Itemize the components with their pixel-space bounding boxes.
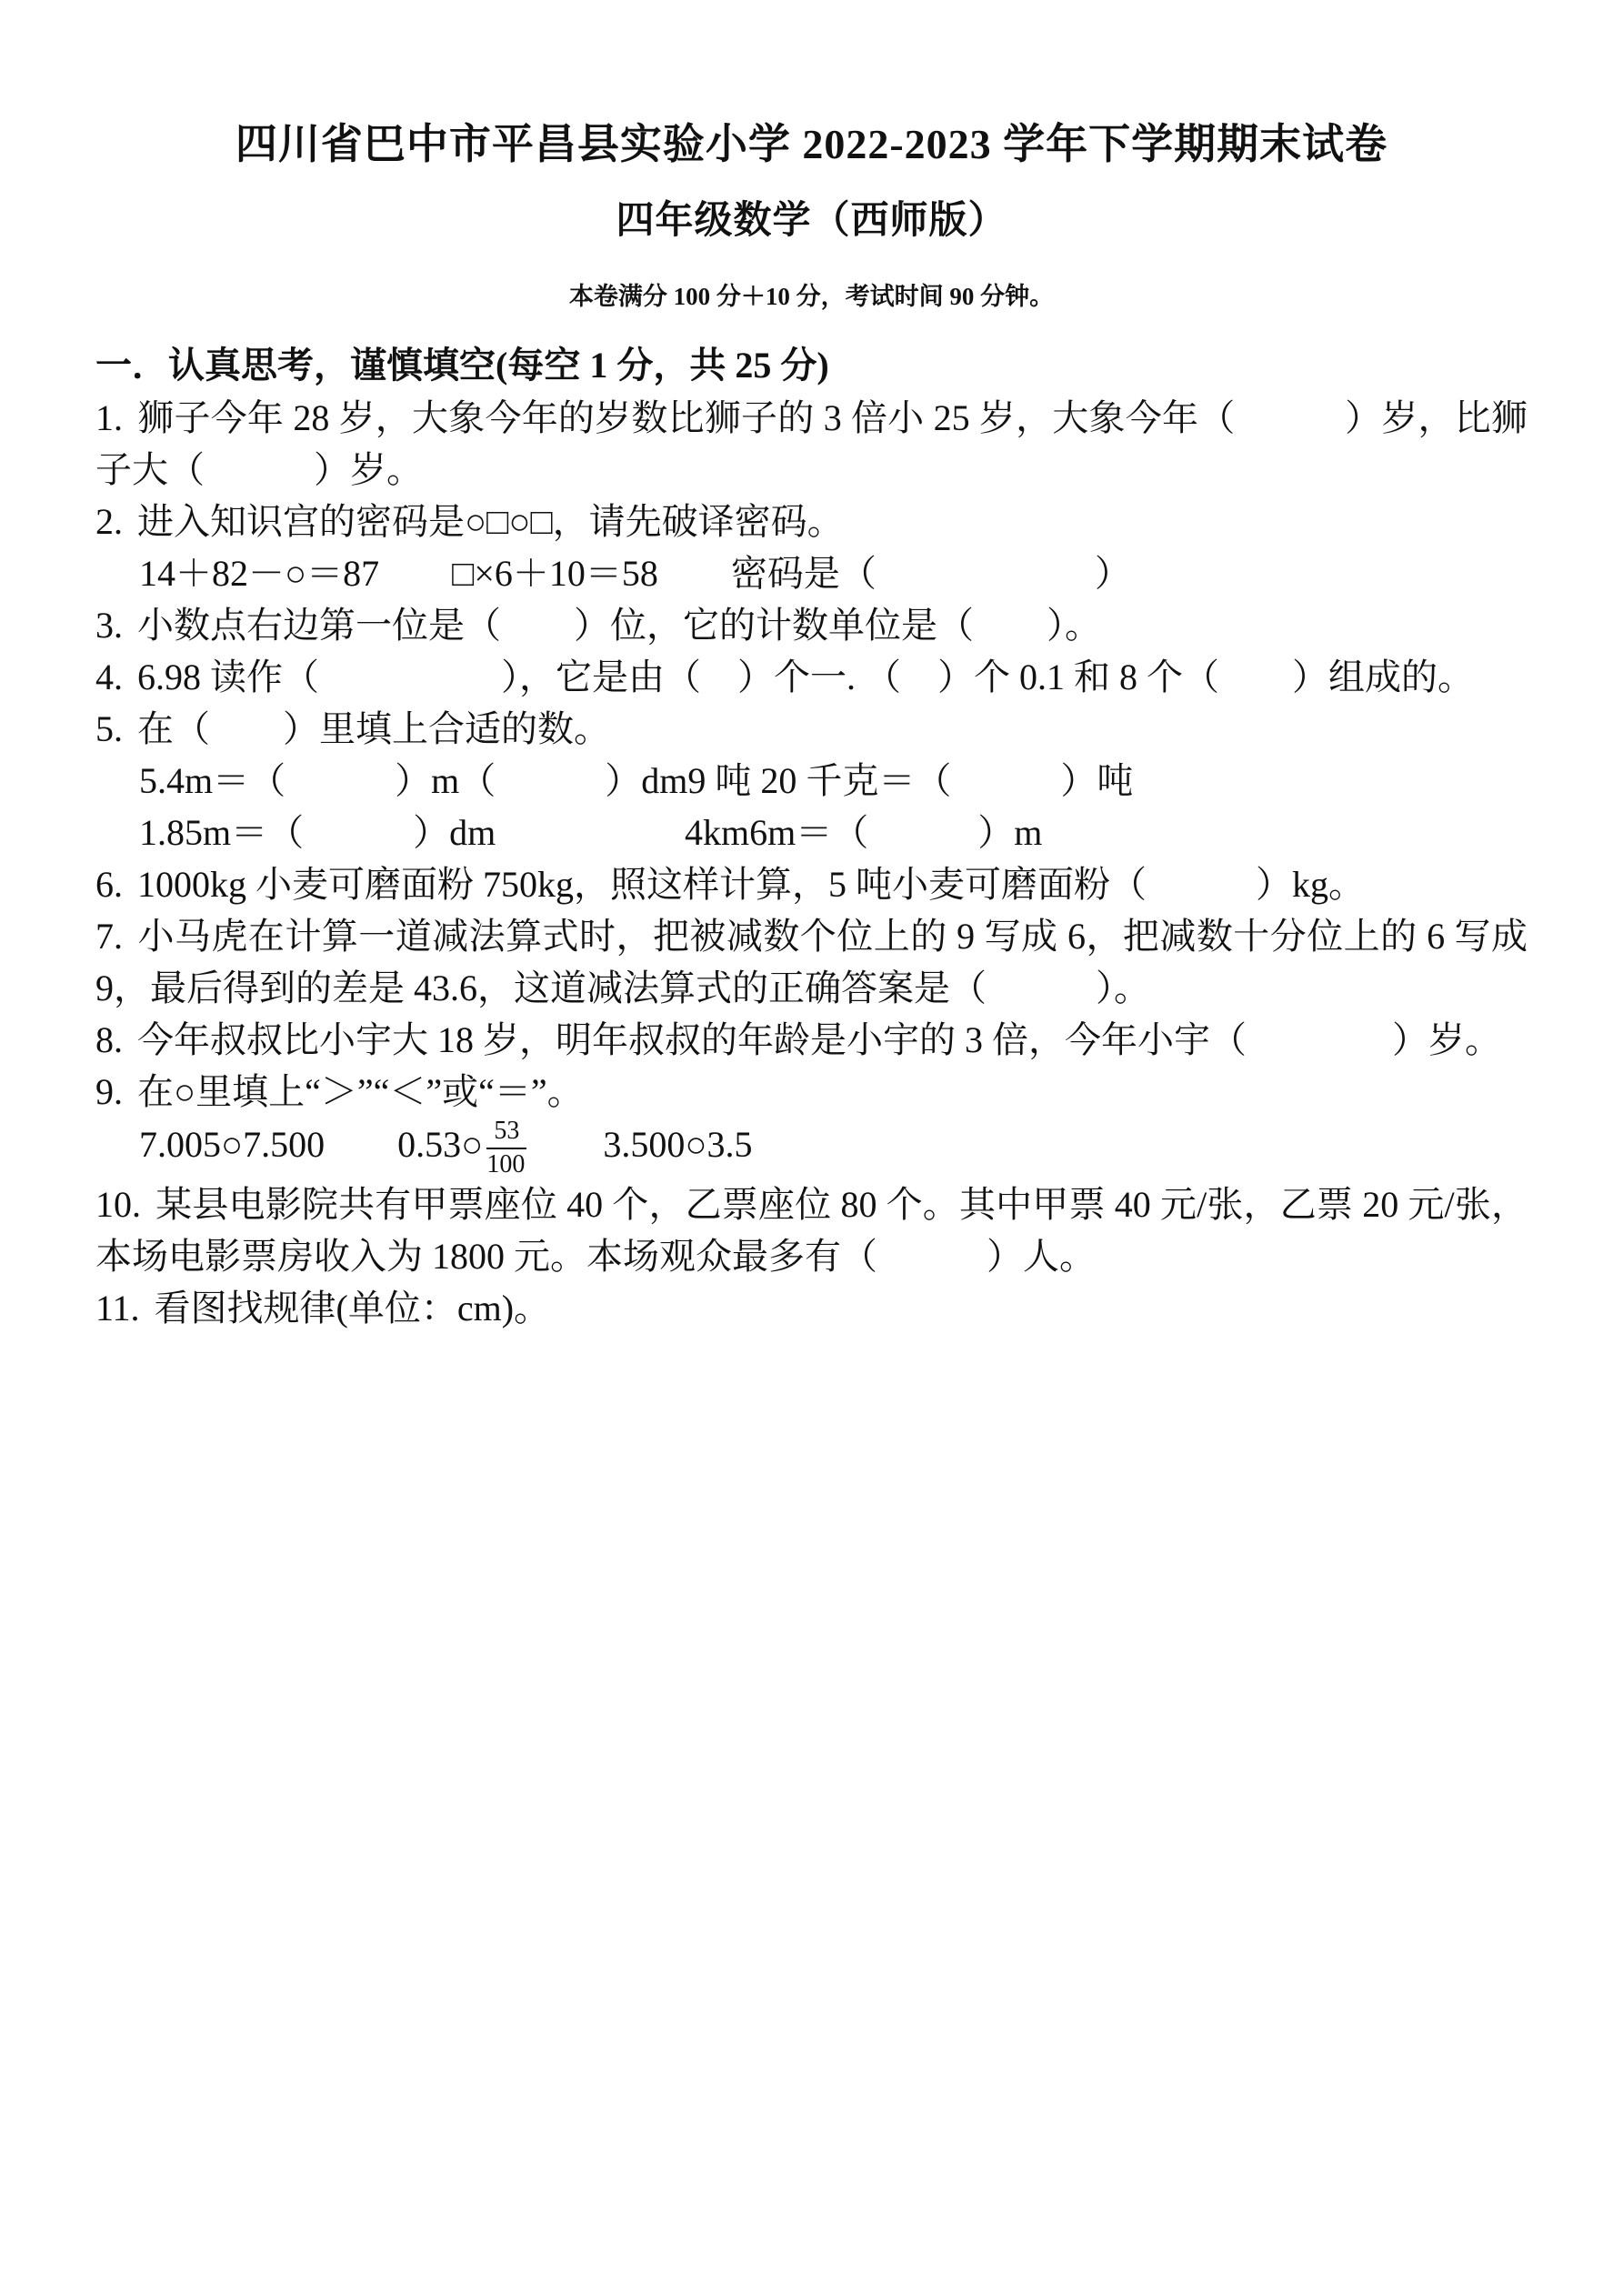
question-2-equations: [95, 547, 1528, 599]
question-5-conversion-3: 1.85m＝（ ）dm: [139, 811, 496, 853]
question-7-text: 小马虎在计算一道减法算式时，把被减数个位上的 9 写成 6，把减数十分位上的 6 写成 9，最后得到的差是 43.6，这道减法算式的正确答案是（ ）。: [95, 915, 1528, 1008]
question-10: [95, 1178, 1528, 1282]
question-6: [95, 858, 1528, 910]
question-3: [95, 599, 1528, 651]
question-1-text: 狮子今年 28 岁，大象今年的岁数比狮子的 3 倍小 25 岁，大象今年（ ）岁，比狮子大（ ）岁。: [95, 396, 1528, 490]
question-4-number: 4.: [95, 656, 123, 697]
question-5-row-2: [95, 807, 1528, 858]
question-1: [95, 392, 1528, 496]
question-2-number: 2.: [95, 500, 123, 542]
question-9-comparison-2-text: 0.53○: [397, 1123, 484, 1165]
question-6-text: 1000kg 小麦可磨面粉 750kg，照这样计算，5 吨小麦可磨面粉（ ）kg。: [137, 863, 1365, 905]
question-5-conversion-1: 5.4m＝（ ）m（ ）dm: [139, 759, 688, 801]
question-5-conversion-4: 4km6m＝（ ）m: [685, 811, 1043, 853]
question-7-number: 7.: [95, 915, 123, 957]
exam-note: 本卷满分 100 分＋10 分，考试时间 90 分钟。: [568, 282, 1055, 310]
question-9-comparison-1: 7.005○7.500: [139, 1123, 326, 1165]
question-5-text: 在（ ）里填上合适的数。: [137, 707, 610, 749]
question-2-equation-2: □×6＋10＝58: [452, 552, 658, 594]
question-8-text: 今年叔叔比小宇大 18 岁，明年叔叔的年龄是小宇的 3 倍，今年小宇（ ）岁。: [137, 1018, 1501, 1060]
question-8: [95, 1014, 1528, 1066]
section-1-heading: 一．认真思考，谨慎填空(每空 1 分，共 25 分): [95, 344, 829, 386]
question-3-number: 3.: [95, 604, 123, 646]
question-5-conversion-2: 9 吨 20 千克＝（ ）吨: [687, 759, 1134, 801]
exam-title: 四川省巴中市平昌县实验小学 2022-2023 学年下学期期末试卷: [235, 121, 1388, 167]
question-9-comparison-2: [397, 1116, 530, 1178]
fraction: [486, 1118, 526, 1179]
question-11-text: 看图找规律(单位：cm)。: [154, 1288, 551, 1329]
question-3-text: 小数点右边第一位是（ ）位，它的计数单位是（ ）。: [137, 604, 1101, 646]
question-2-equation-1: 14＋82－○＝87: [139, 552, 380, 594]
question-11: [95, 1282, 1528, 1334]
fraction-numerator: 53: [486, 1118, 526, 1149]
question-9-comparison-3: 3.500○3.5: [603, 1123, 753, 1165]
question-2: [95, 496, 1528, 547]
question-8-number: 8.: [95, 1018, 123, 1060]
question-9-number: 9.: [95, 1070, 123, 1112]
question-11-number: 11.: [95, 1288, 140, 1329]
exam-subtitle: 四年级数学（西师版）: [616, 199, 1007, 242]
question-5: [95, 703, 1528, 755]
question-2-answer-blank: 密码是（ ）: [730, 552, 1131, 594]
question-7: [95, 910, 1528, 1014]
question-6-number: 6.: [95, 863, 123, 905]
question-9-comparisons: [95, 1118, 1528, 1179]
fraction-denominator: 100: [486, 1149, 526, 1178]
question-10-text: 某县电影院共有甲票座位 40 个，乙票座位 80 个。其中甲票 40 元/张，乙票 20 元/张，本场电影票房收入为 1800 元。本场观众最多有（ ）人。: [95, 1184, 1528, 1278]
question-10-number: 10.: [95, 1184, 141, 1226]
question-4: [95, 651, 1528, 703]
question-5-number: 5.: [95, 707, 123, 749]
question-9: [95, 1066, 1528, 1118]
question-5-row-1: [95, 755, 1528, 807]
question-4-text: 6.98 读作（ ），它是由（ ）个一. （ ）个 0.1 和 8 个（ ）组成的。: [137, 656, 1474, 697]
question-9-text: 在○里填上“＞”“＜”或“＝”。: [137, 1070, 584, 1112]
question-1-number: 1.: [95, 396, 123, 438]
question-2-text: 进入知识宫的密码是○□○□，请先破译密码。: [137, 500, 844, 542]
